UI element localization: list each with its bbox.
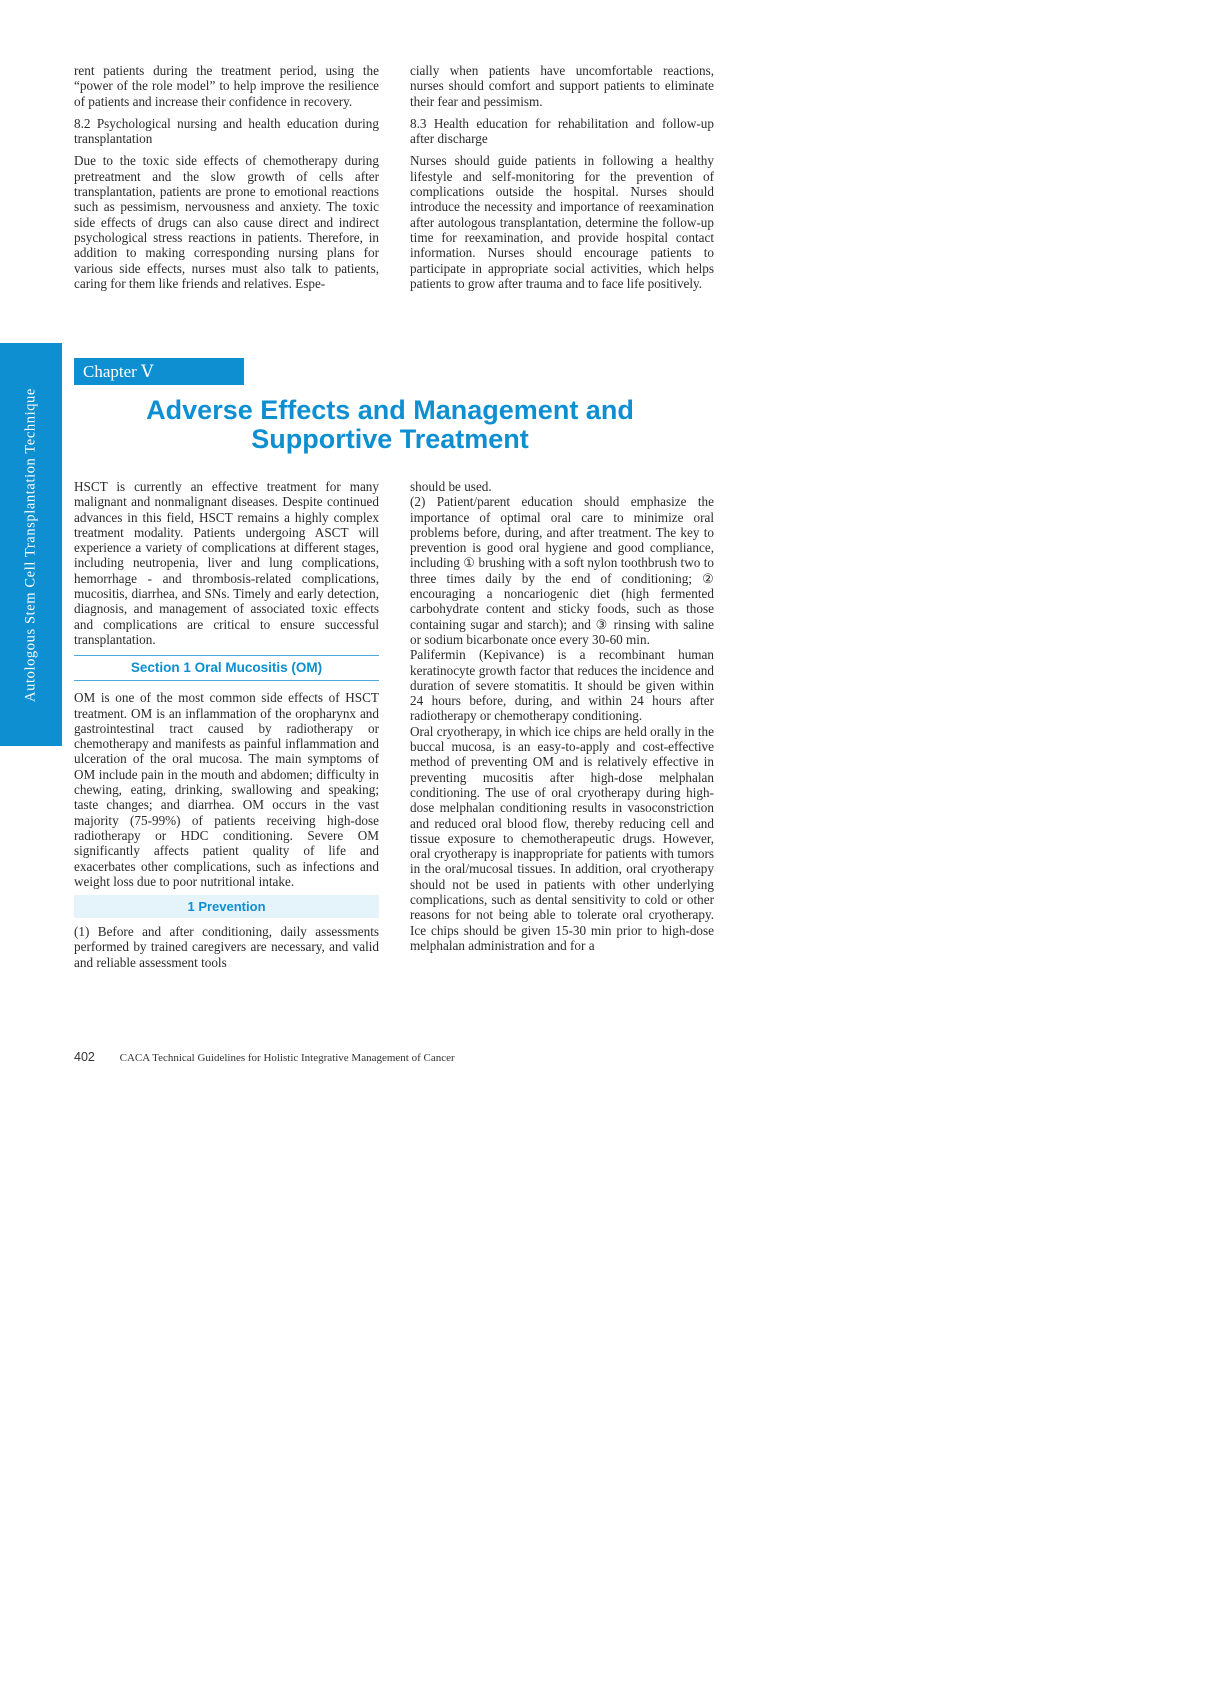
palifermin-paragraph: Palifermin (Kepivance) is a recombinant human keratinocyte growth factor that reduces the incidence and duration of severe stomatitis. It should be given within 24 hours before, during, and within 24 hours after radiotherapy or chemotherapy conditioning. xyxy=(410,647,714,724)
side-tab-label: Autologous Stem Cell Transplantation Technique xyxy=(22,387,39,702)
subsection-heading: 1 Prevention xyxy=(74,895,379,918)
chapter-title-line-1: Adverse Effects and Management and xyxy=(146,395,634,425)
paragraph: rent patients during the treatment period, using the “power of the role model” to help improve the resilience of patients and increase their confidence in recovery. xyxy=(74,63,379,109)
chapter-label: Chapter Ⅴ xyxy=(74,358,244,385)
chapter-title-line-2: Supportive Treatment xyxy=(251,424,529,454)
paragraph: Due to the toxic side effects of chemotherapy during pretreatment and the slow growth of cells after transplantation, patients are prone to emotional reactions such as pessimism, nervousness and anxiety. The toxic side effects of drugs can also cause direct and indirect psychological stress reactions in patients. Therefore, in addition to making corresponding nursing plans for various side effects, nurses must also talk to patients, caring for them like friends and relatives. Espe- xyxy=(74,153,379,291)
prevention-item-1: (1) Before and after conditioning, daily assessments performed by trained caregivers are necessary, and valid and reliable assessment tools xyxy=(74,924,379,970)
cryotherapy-paragraph: Oral cryotherapy, in which ice chips are held orally in the buccal mucosa, is an easy-to-apply and cost-effective method of preventing OM and is relatively effective in preventing mucositis after high-dose melphalan conditioning. The use of oral cryotherapy during high-dose melphalan conditioning results in vasoconstriction and reduced oral blood flow, thereby reducing cell and tissue exposure to chemotherapeutic drugs. However, oral cryotherapy is inappropriate for patients with tumors in the oral/mucosal tissues. In addition, oral cryotherapy should not be used in patients with other underlying complications, such as dental sensitivity to cold or other reasons for not being able to tolerate oral cryotherapy. Ice chips should be given 15-30 min prior to high-dose melphalan administration and for a xyxy=(410,723,714,953)
side-chapter-tab xyxy=(0,343,62,746)
intro-paragraph: HSCT is currently an effective treatment for many malignant and nonmalignant diseases. Despite continued advances in this field, HSCT remains a highly complex treatment modality. Patients undergoing ASCT will experience a variety of complications at different stages, including neutropenia, liver and lung complications, hemorrhage - and thrombosis-related complications, mucositis, diarrhea, and SNs. Timely and early detection, diagnosis, and management of associated toxic effects and complications are critical to ensure successful transplantation. xyxy=(74,479,379,647)
book-title: CACA Technical Guidelines for Holistic Integrative Management of Cancer xyxy=(119,1052,455,1064)
top-right-column xyxy=(410,63,714,291)
page-footer xyxy=(74,1050,455,1064)
body-right-column xyxy=(410,479,714,953)
subheading-8-2: 8.2 Psychological nursing and health education during transplantation xyxy=(74,115,379,147)
section-heading: Section 1 Oral Mucositis (OM) xyxy=(74,655,379,681)
subheading-8-3: 8.3 Health education for rehabilitation and follow-up after discharge xyxy=(410,115,714,147)
paragraph: Nurses should guide patients in following a healthy lifestyle and self-monitoring for the prevention of complications outside the hospital. Nurses should introduce the necessity and importance of reexamination after autologous transplantation, determine the follow-up time for reexamination, and provide hospital contact information. Nurses should encourage patients to participate in appropriate social activities, which helps patients to grow after trauma and to face life positively. xyxy=(410,153,714,291)
paragraph: should be used. xyxy=(410,479,492,494)
prevention-item-2: (2) Patient/parent education should emphasize the importance of optimal oral care to minimize oral problems before, during, and after treatment. The key to prevention is good oral hygiene and good compliance, including ① brushing with a soft nylon toothbrush two to three times daily by the end of conditioning; ② encouraging a noncariogenic diet (high fermented carbohydrate content and sticky foods, such as those containing sugar and starch); and ③ rinsing with saline or sodium bicarbonate once every 30-60 min. xyxy=(410,494,714,647)
om-paragraph: OM is one of the most common side effects of HSCT treatment. OM is an inflammation of the oropharynx and gastrointestinal tract caused by radiotherapy or chemotherapy and manifests as painful inflammation and ulceration of the oral mucosa. The main symptoms of OM include pain in the mouth and abdomen; difficulty in chewing, eating, drinking, swallowing and speaking; taste changes; and diarrhea. OM occurs in the vast majority (75-99%) of patients receiving high-dose radiotherapy or HDC conditioning. Severe OM significantly affects patient quality of life and exacerbates other complications, such as infections and weight loss due to poor nutritional intake. xyxy=(74,690,379,889)
chapter-title xyxy=(74,396,706,454)
body-left-column xyxy=(74,479,379,970)
paragraph: cially when patients have uncomfortable reactions, nurses should comfort and support patients to eliminate their fear and pessimism. xyxy=(410,63,714,109)
page-number: 402 xyxy=(74,1050,95,1064)
top-left-column xyxy=(74,63,379,291)
